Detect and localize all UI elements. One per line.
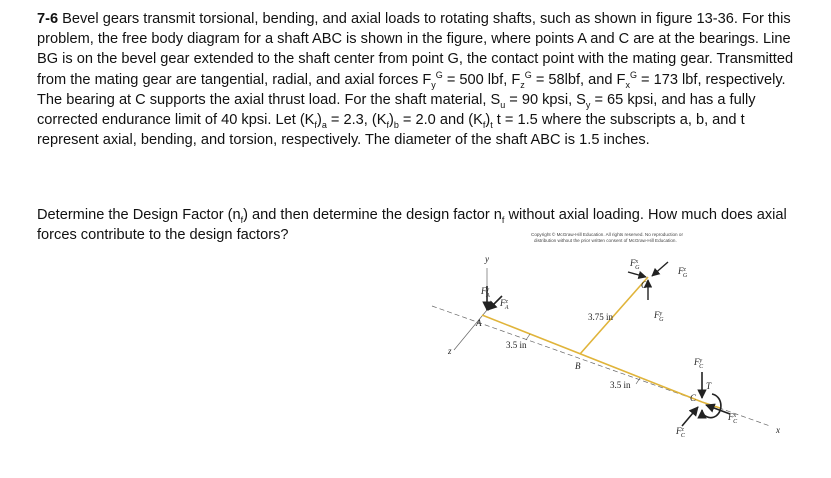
problem-text: = 173 lbf, respectively. The bearing at C supports the axial thrust load. For the shaft material, S: [37, 71, 786, 108]
question-text: Determine the Design Factor (n: [37, 207, 241, 223]
subscript: y: [585, 99, 591, 110]
axis-z-label: z: [448, 346, 452, 356]
force-fgx-arrow: [628, 272, 646, 277]
dimension-bg-label: 3.75 in: [588, 312, 614, 322]
force-fcx-label: $F^x$ C: [728, 412, 738, 425]
copyright-line-1: Copyright © McGraw-Hill Education. All rights reserved. No reproduction or: [531, 232, 683, 237]
subscript: z: [520, 79, 525, 90]
copyright-line-2: distribution without the prior written consent of McGraw-Hill Education.: [534, 238, 677, 243]
subscript: y: [431, 79, 436, 90]
problem-text: ): [485, 112, 491, 129]
force-fcz-label: $F^z$ C: [676, 426, 685, 439]
superscript: G: [629, 69, 637, 80]
problem-number: 7-6: [37, 11, 59, 27]
axis-x-label: x: [776, 425, 780, 435]
subscript: f: [501, 214, 505, 225]
z-axis-line: [454, 310, 487, 350]
subscript: f: [240, 214, 244, 225]
problem-text: = 90 kpsi, S: [505, 91, 586, 108]
question-text: ) and then determine the design factor n: [243, 207, 502, 223]
problem-text: t = 1.5 where the subscripts a, b, and t represent axial, bending, and torsion, respectively. The diameter of the shaft ABC is 1.5 inches.: [37, 112, 745, 149]
force-fcx-arrow: [706, 405, 730, 414]
axis-y-label: y: [485, 254, 489, 264]
force-fcy-label: $F^y$ C: [694, 357, 704, 370]
point-g-label: G: [641, 280, 648, 290]
question-text: without axial loading. How much does axial forces contribute to the design factors?: [37, 207, 787, 244]
superscript: G: [524, 69, 532, 80]
subscript: t: [490, 119, 493, 130]
force-fgz-arrow: [652, 262, 668, 276]
subscript: f: [386, 119, 389, 130]
problem-text: = 58lbf, and F: [531, 71, 626, 88]
problem-text: Bevel gears transmit torsional, bending, and axial loads to rotating shafts, such as shown in figure 13-36. For this problem, the free body diagram for a shaft ABC is shown in the figure, where points A and C are at the bearings. Line BG is on the bevel gear extended to the shaft center from point G, the contact point with the mating gear. Transmitted from the mating gear are tangential, radial, and axial forces F: [37, 11, 794, 88]
subscript: b: [393, 119, 399, 130]
subscript: u: [500, 99, 506, 110]
problem-paragraph: [37, 9, 807, 150]
force-fgz-label: $F^z$ G: [678, 266, 688, 279]
dimension-tick: [526, 334, 530, 340]
problem-text: = 2.0 and (K: [398, 112, 483, 129]
subscript: f: [314, 119, 317, 130]
problem-statement: [37, 9, 807, 150]
problem-text: = 500 lbf, F: [442, 71, 521, 88]
problem-text: = 2.3, (K: [326, 112, 387, 129]
force-fgx-label: $F^x$ G: [630, 258, 640, 271]
subscript: a: [321, 119, 327, 130]
dimension-bc-label: 3.5 in: [610, 380, 631, 390]
subscript: x: [625, 79, 630, 90]
point-b-label: B: [575, 361, 581, 371]
subscript: f: [482, 119, 486, 130]
torque-label: T: [706, 381, 712, 391]
dimension-ab-label: 3.5 in: [506, 340, 527, 350]
force-faz-label: $F^z$ A: [500, 298, 509, 311]
problem-text: = 65 kpsi, and has a fully corrected endurance limit of 40 kpsi. Let (K: [37, 91, 756, 129]
point-c-label: C: [690, 393, 697, 403]
superscript: G: [435, 69, 443, 80]
problem-text: ): [388, 112, 394, 129]
force-fay-label: $F^y$ A: [481, 286, 490, 299]
problem-text: ): [316, 112, 322, 129]
point-a-label: A: [476, 318, 482, 328]
force-fcz-arrow: [682, 407, 698, 426]
free-body-diagram-svg: [430, 230, 830, 478]
force-fgy-label: $F^y$ G: [654, 310, 664, 323]
free-body-diagram: [430, 230, 830, 478]
shaft-abc: [482, 315, 702, 402]
